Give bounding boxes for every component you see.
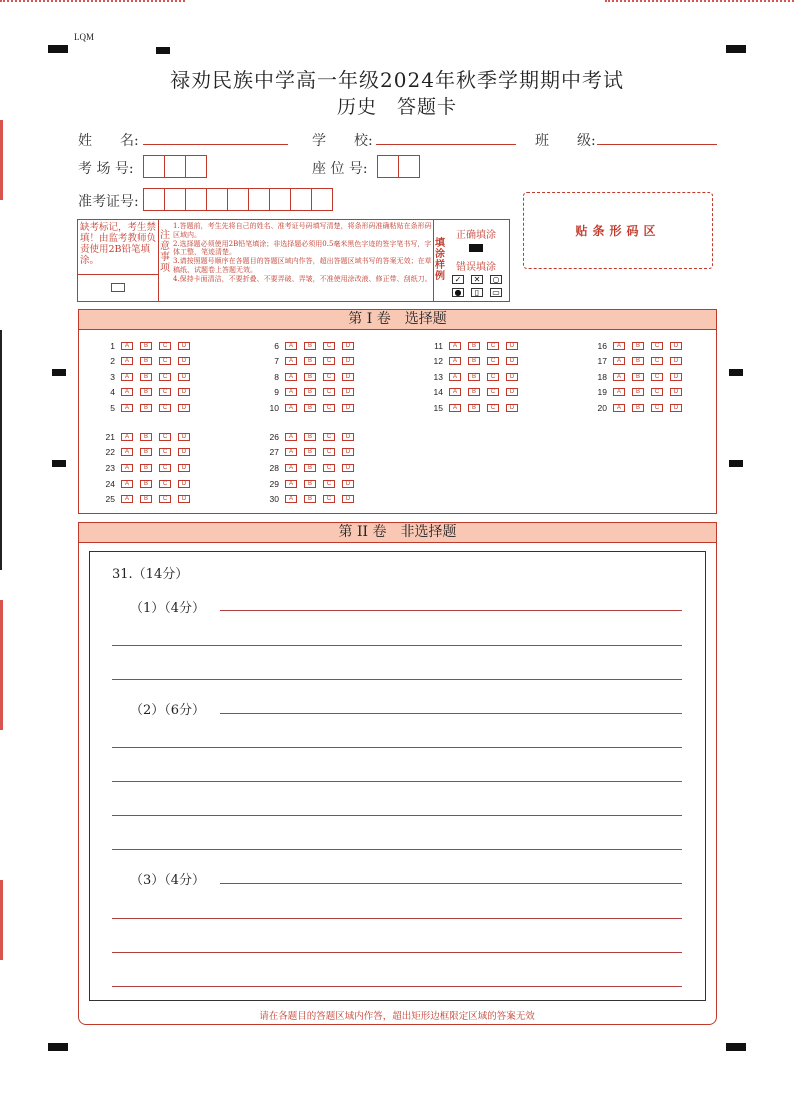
option-bubble[interactable]: C	[323, 433, 335, 441]
question-number: 10	[269, 403, 279, 413]
alignment-mark	[729, 369, 743, 376]
choice-question	[95, 479, 197, 489]
answer-line[interactable]	[112, 986, 682, 987]
option-bubble[interactable]: D	[670, 373, 682, 381]
option-bubble[interactable]: D	[506, 388, 518, 396]
oval-icon: ▭	[490, 288, 502, 297]
option-bubble[interactable]: A	[613, 373, 625, 381]
absent-mark-box[interactable]	[111, 283, 125, 292]
choice-question	[423, 341, 525, 351]
section1-title: 第 I 卷 选择题	[78, 309, 717, 330]
choice-question	[423, 356, 525, 366]
school-field[interactable]	[376, 144, 516, 145]
question-number: 9	[274, 387, 279, 397]
option-bubble[interactable]: C	[159, 495, 171, 503]
notice-box	[77, 219, 510, 302]
question-number: 22	[105, 447, 115, 457]
question-number: 14	[433, 387, 443, 397]
answer-line[interactable]	[112, 952, 682, 953]
choice-question	[259, 387, 361, 397]
choice-question	[95, 387, 197, 397]
question-number: 28	[269, 463, 279, 473]
option-bubble[interactable]: D	[506, 373, 518, 381]
question-number: 21	[105, 432, 115, 442]
question-number: 7	[274, 356, 279, 366]
alignment-mark	[729, 460, 743, 467]
class-label: 班 级:	[535, 133, 596, 149]
question-number: 18	[597, 372, 607, 382]
option-bubble[interactable]: B	[304, 464, 316, 472]
option-bubble[interactable]: A	[285, 404, 297, 412]
question-number: 2	[110, 356, 115, 366]
choice-question	[259, 372, 361, 382]
seat-cells[interactable]	[377, 155, 419, 178]
option-bubble[interactable]: B	[632, 404, 644, 412]
footer-note: 请在各题目的答题区域内作答，超出矩形边框限定区域的答案无效	[259, 1011, 535, 1022]
question-number: 16	[597, 341, 607, 351]
seat-label: 座 位 号:	[312, 161, 368, 177]
option-bubble[interactable]: A	[121, 433, 133, 441]
option-bubble[interactable]: D	[342, 388, 354, 396]
option-bubble[interactable]: A	[613, 388, 625, 396]
exam-room-cells[interactable]	[143, 155, 206, 178]
option-bubble[interactable]: D	[506, 357, 518, 365]
option-bubble[interactable]: A	[285, 357, 297, 365]
half-fill-icon: ▯	[471, 288, 483, 297]
question-number: 27	[269, 447, 279, 457]
option-bubble[interactable]: D	[342, 357, 354, 365]
choice-question	[423, 403, 525, 413]
alignment-mark	[726, 1043, 746, 1051]
option-bubble[interactable]: C	[487, 342, 499, 350]
option-bubble[interactable]: D	[342, 495, 354, 503]
option-bubble[interactable]: C	[323, 495, 335, 503]
option-bubble[interactable]: D	[342, 342, 354, 350]
option-bubble[interactable]: B	[468, 388, 480, 396]
option-bubble[interactable]: B	[304, 433, 316, 441]
option-bubble[interactable]: D	[342, 448, 354, 456]
option-bubble[interactable]: B	[140, 357, 152, 365]
answer-line[interactable]	[220, 610, 682, 611]
option-bubble[interactable]: C	[323, 448, 335, 456]
alignment-mark	[48, 45, 68, 53]
answer-line[interactable]	[220, 883, 682, 884]
option-bubble[interactable]: D	[178, 495, 190, 503]
option-bubble[interactable]: A	[121, 373, 133, 381]
option-bubble[interactable]: D	[506, 342, 518, 350]
option-bubble[interactable]: D	[670, 357, 682, 365]
option-bubble[interactable]: C	[651, 342, 663, 350]
choice-question	[423, 387, 525, 397]
wrong-fill-label: 错误填涂	[456, 262, 496, 273]
option-bubble[interactable]: C	[323, 357, 335, 365]
option-bubble[interactable]: D	[506, 404, 518, 412]
choice-question	[95, 403, 197, 413]
option-bubble[interactable]: D	[178, 480, 190, 488]
option-bubble[interactable]: C	[159, 357, 171, 365]
left-edge-bar	[0, 880, 3, 960]
option-bubble[interactable]: C	[159, 342, 171, 350]
choice-question	[259, 494, 361, 504]
option-bubble[interactable]: D	[670, 388, 682, 396]
answer-line[interactable]	[112, 747, 682, 748]
class-field[interactable]	[597, 144, 717, 145]
option-bubble[interactable]: B	[468, 357, 480, 365]
alignment-mark	[52, 460, 66, 467]
option-bubble[interactable]: C	[651, 404, 663, 412]
question-number: 15	[433, 403, 443, 413]
choice-question	[587, 387, 689, 397]
option-bubble[interactable]: C	[159, 433, 171, 441]
divider	[158, 220, 159, 301]
option-bubble[interactable]: B	[632, 357, 644, 365]
option-bubble[interactable]: A	[285, 464, 297, 472]
answer-region	[89, 551, 706, 1001]
option-bubble[interactable]: D	[342, 464, 354, 472]
choice-question	[587, 356, 689, 366]
option-bubble[interactable]: A	[285, 388, 297, 396]
question-number: 11	[434, 341, 443, 351]
option-bubble[interactable]: D	[178, 373, 190, 381]
barcode-label: 贴条形码区	[575, 224, 661, 238]
option-bubble[interactable]: A	[285, 373, 297, 381]
option-bubble[interactable]: D	[178, 342, 190, 350]
choice-question	[423, 372, 525, 382]
option-bubble[interactable]: C	[651, 388, 663, 396]
option-bubble[interactable]: A	[285, 433, 297, 441]
option-bubble[interactable]: A	[613, 404, 625, 412]
option-bubble[interactable]: B	[304, 404, 316, 412]
option-bubble[interactable]: A	[285, 495, 297, 503]
exam-room-label: 考 场 号:	[78, 161, 134, 177]
correct-fill-label: 正确填涂	[456, 230, 496, 241]
choice-question	[95, 341, 197, 351]
choice-question	[259, 403, 361, 413]
option-bubble[interactable]: A	[449, 357, 461, 365]
question-number: 4	[110, 387, 115, 397]
option-bubble[interactable]: D	[342, 404, 354, 412]
option-bubble[interactable]: C	[323, 388, 335, 396]
option-bubble[interactable]: C	[323, 342, 335, 350]
choice-question	[259, 479, 361, 489]
top-border-dash	[605, 0, 794, 2]
question-number: 24	[105, 479, 115, 489]
dot-icon: ●	[452, 288, 464, 297]
circle-icon: ○	[490, 275, 502, 284]
option-bubble[interactable]: D	[342, 373, 354, 381]
option-bubble[interactable]: D	[670, 342, 682, 350]
barcode-area	[523, 192, 713, 269]
option-bubble[interactable]: B	[140, 480, 152, 488]
option-bubble[interactable]: B	[632, 342, 644, 350]
choice-question	[259, 463, 361, 473]
option-bubble[interactable]: A	[449, 404, 461, 412]
option-bubble[interactable]: B	[304, 480, 316, 488]
option-bubble[interactable]: C	[159, 388, 171, 396]
answer-line[interactable]	[112, 645, 682, 646]
check-icon: ✓	[452, 275, 464, 284]
rule-item: 1.答题前，考生先将自己的姓名、准考证号码填写清楚，将条形码准确粘贴在条形码区域内。	[173, 222, 432, 239]
name-field[interactable]	[143, 144, 288, 145]
option-bubble[interactable]: D	[178, 357, 190, 365]
answer-line[interactable]	[220, 713, 682, 714]
option-bubble[interactable]: C	[651, 373, 663, 381]
option-bubble[interactable]: A	[121, 342, 133, 350]
answer-line[interactable]	[112, 918, 682, 919]
alignment-mark	[726, 45, 746, 53]
choice-question	[259, 432, 361, 442]
question-number: 29	[269, 479, 279, 489]
option-bubble[interactable]: C	[323, 404, 335, 412]
option-bubble[interactable]: C	[323, 373, 335, 381]
option-bubble[interactable]: B	[140, 388, 152, 396]
question-number: 20	[597, 403, 607, 413]
option-bubble[interactable]: C	[323, 480, 335, 488]
page-subtitle: 历史 答题卡	[336, 96, 457, 118]
school-label: 学 校:	[312, 133, 373, 149]
choice-question	[259, 341, 361, 351]
option-bubble[interactable]: D	[178, 464, 190, 472]
answer-line[interactable]	[112, 849, 682, 850]
left-edge-bar	[0, 600, 3, 730]
question-number: 23	[105, 463, 115, 473]
option-bubble[interactable]: B	[468, 373, 480, 381]
question-31-label: 31.（14分）	[112, 567, 189, 582]
option-bubble[interactable]: B	[140, 342, 152, 350]
choice-question	[95, 432, 197, 442]
option-bubble[interactable]: B	[304, 388, 316, 396]
alignment-mark	[52, 369, 66, 376]
answer-line[interactable]	[112, 679, 682, 680]
option-bubble[interactable]: A	[449, 388, 461, 396]
question-number: 3	[110, 372, 115, 382]
option-bubble[interactable]: A	[285, 342, 297, 350]
option-bubble[interactable]: B	[304, 373, 316, 381]
option-bubble[interactable]: B	[304, 357, 316, 365]
alignment-mark	[156, 47, 170, 54]
option-bubble[interactable]: A	[121, 464, 133, 472]
option-bubble[interactable]: B	[468, 342, 480, 350]
question-number: 25	[105, 494, 115, 504]
choice-question	[95, 372, 197, 382]
cross-icon: ✕	[471, 275, 483, 284]
option-bubble[interactable]: B	[304, 448, 316, 456]
option-bubble[interactable]: D	[178, 404, 190, 412]
rule-item: 3.请按照题号顺序在各题目的答题区域内作答，超出答题区域书写的答案无效；在草稿纸、试题卷上答题无效。	[173, 257, 432, 274]
divider	[433, 220, 434, 301]
option-bubble[interactable]: C	[651, 357, 663, 365]
option-bubble[interactable]: A	[449, 373, 461, 381]
option-bubble[interactable]: C	[159, 448, 171, 456]
option-bubble[interactable]: C	[487, 373, 499, 381]
option-bubble[interactable]: A	[121, 480, 133, 488]
rule-item: 2.选择题必须使用2B铅笔填涂；非选择题必须用0.5毫米黑色字迹的签字笔书写，字体工整，笔迹清楚。	[173, 239, 432, 257]
ticket-label: 准考证号:	[78, 194, 139, 210]
option-bubble[interactable]: C	[487, 357, 499, 365]
part-3-label: （3）（4分）	[130, 873, 206, 888]
choice-question	[95, 463, 197, 473]
rules-list	[173, 222, 433, 284]
option-bubble[interactable]: D	[670, 404, 682, 412]
option-bubble[interactable]: A	[285, 480, 297, 488]
question-number: 30	[269, 494, 279, 504]
option-bubble[interactable]: B	[304, 495, 316, 503]
option-bubble[interactable]: B	[468, 404, 480, 412]
choice-question	[587, 372, 689, 382]
left-edge-line	[0, 330, 2, 570]
choice-question	[95, 356, 197, 366]
question-number: 13	[433, 372, 443, 382]
question-number: 17	[597, 356, 607, 366]
choice-question	[587, 341, 689, 351]
option-bubble[interactable]: D	[178, 448, 190, 456]
option-bubble[interactable]: D	[178, 388, 190, 396]
page-title: 禄劝民族中学高一年级2024年秋季学期期中考试	[170, 68, 624, 92]
option-bubble[interactable]: B	[140, 495, 152, 503]
option-bubble[interactable]: A	[121, 448, 133, 456]
ticket-cells[interactable]	[143, 188, 332, 211]
choice-question	[259, 447, 361, 457]
option-bubble[interactable]: D	[178, 433, 190, 441]
left-edge-bar	[0, 120, 3, 200]
part-1-label: （1）（4分）	[130, 601, 206, 616]
option-bubble[interactable]: A	[613, 357, 625, 365]
option-bubble[interactable]: C	[487, 388, 499, 396]
alignment-mark	[48, 1043, 68, 1051]
option-bubble[interactable]: D	[342, 480, 354, 488]
fill-example-heading: 填涂样例	[435, 238, 445, 282]
answer-line[interactable]	[112, 781, 682, 782]
absent-warning: 缺考标记，考生禁填！由监考教师负责使用2B铅笔填涂。	[80, 222, 157, 266]
option-bubble[interactable]: A	[613, 342, 625, 350]
option-bubble[interactable]: C	[159, 373, 171, 381]
option-bubble[interactable]: C	[159, 464, 171, 472]
option-bubble[interactable]: B	[140, 433, 152, 441]
option-bubble[interactable]: A	[449, 342, 461, 350]
question-number: 12	[433, 356, 443, 366]
choice-question	[95, 494, 197, 504]
question-number: 19	[597, 387, 607, 397]
option-bubble[interactable]: C	[159, 404, 171, 412]
question-number: 6	[274, 341, 279, 351]
paper-code: LQM	[74, 32, 94, 42]
option-bubble[interactable]: A	[121, 388, 133, 396]
option-bubble[interactable]: A	[121, 404, 133, 412]
question-number: 26	[269, 432, 279, 442]
option-bubble[interactable]: A	[285, 448, 297, 456]
option-bubble[interactable]: C	[323, 464, 335, 472]
attention-heading: 注意事项	[160, 230, 170, 274]
choice-question	[259, 356, 361, 366]
option-bubble[interactable]: A	[121, 495, 133, 503]
question-number: 5	[110, 403, 115, 413]
part-2-label: （2）（6分）	[130, 703, 206, 718]
question-number: 8	[274, 372, 279, 382]
option-bubble[interactable]: D	[342, 433, 354, 441]
answer-line[interactable]	[112, 815, 682, 816]
correct-fill-example	[469, 244, 483, 252]
choice-question	[95, 447, 197, 457]
name-label: 姓 名:	[78, 133, 139, 149]
option-bubble[interactable]: B	[140, 373, 152, 381]
option-bubble[interactable]: B	[304, 342, 316, 350]
question-number: 1	[110, 341, 115, 351]
section2-title: 第 II 卷 非选择题	[78, 522, 717, 543]
option-bubble[interactable]: C	[487, 404, 499, 412]
divider	[78, 274, 158, 275]
top-border-dash	[0, 0, 185, 2]
option-bubble[interactable]: B	[632, 388, 644, 396]
choice-question	[587, 403, 689, 413]
option-bubble[interactable]: B	[632, 373, 644, 381]
option-bubble[interactable]: B	[140, 404, 152, 412]
option-bubble[interactable]: A	[121, 357, 133, 365]
option-bubble[interactable]: C	[159, 480, 171, 488]
option-bubble[interactable]: B	[140, 464, 152, 472]
rule-item: 4.保持卡面清洁，不要折叠、不要弄破、弄皱，不准使用涂改液、修正带、刮纸刀。	[173, 274, 432, 283]
option-bubble[interactable]: B	[140, 448, 152, 456]
